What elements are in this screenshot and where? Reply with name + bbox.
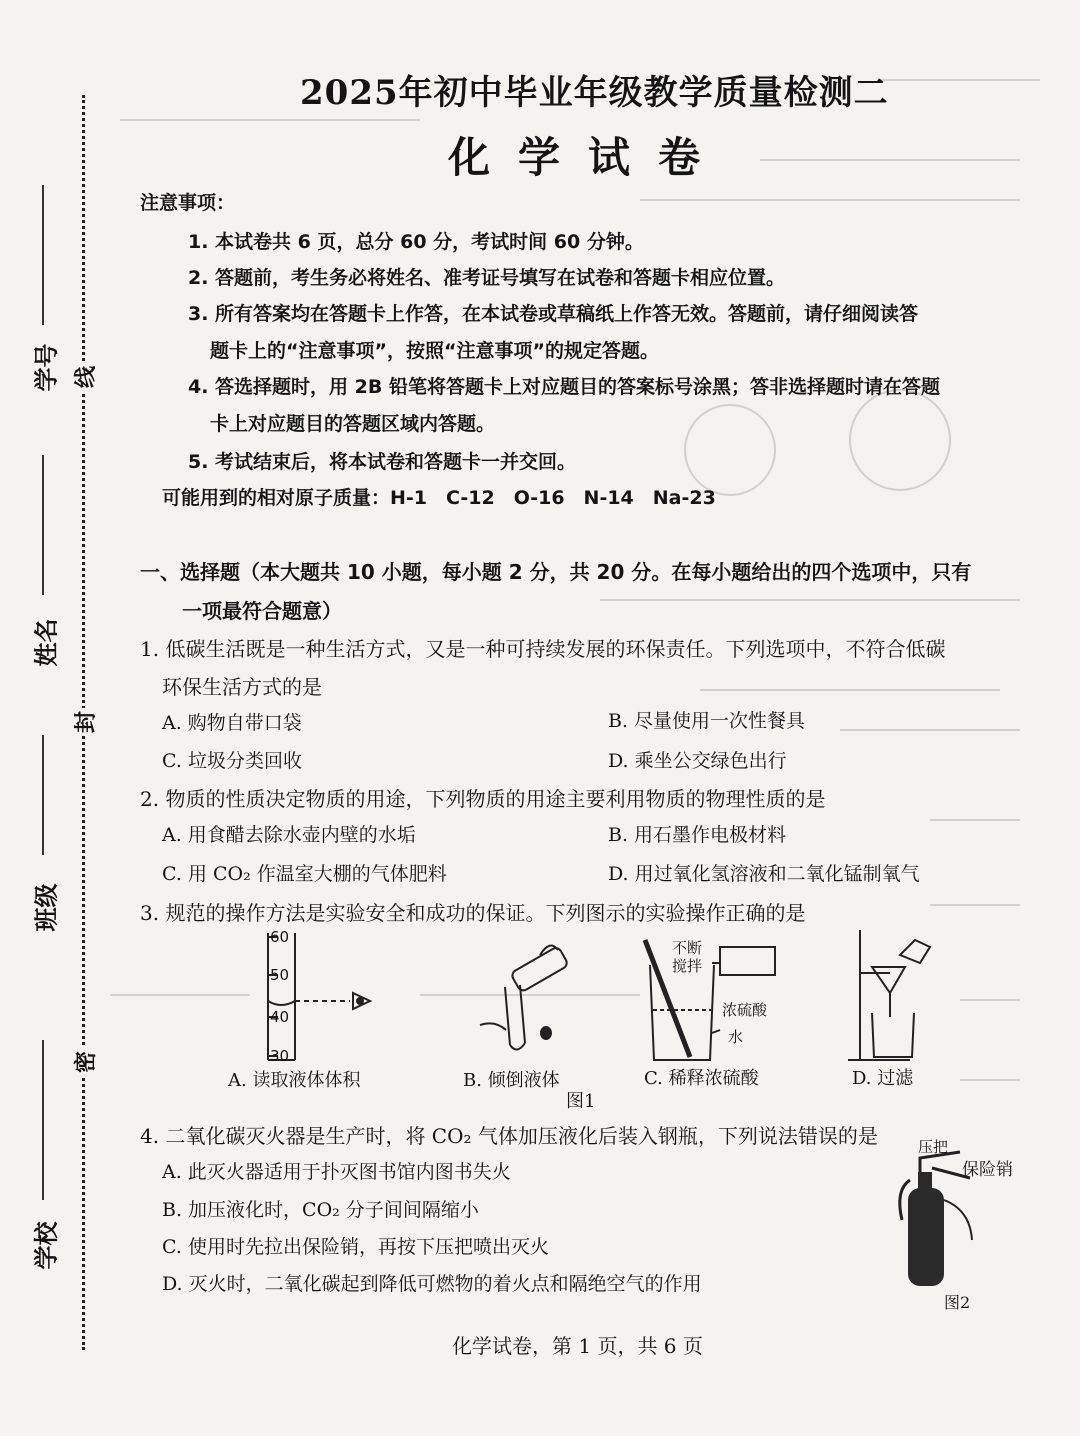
student-no-label: 学号 bbox=[32, 343, 61, 392]
class-line[interactable] bbox=[42, 735, 44, 855]
school-label: 学校 bbox=[32, 1221, 61, 1270]
question-1-option-a[interactable]: A. 购物自带口袋 bbox=[162, 712, 302, 734]
atomic-mass-line: 可能用到的相对原子质量：H-1 C-12 O-16 N-14 Na-23 bbox=[162, 487, 716, 509]
school-line[interactable] bbox=[42, 1040, 44, 1200]
label-keep-stirring: 不断 bbox=[672, 939, 703, 957]
question-3-option-b[interactable]: B. 倾倒液体 bbox=[463, 1070, 560, 1091]
cylinder-tick-60: 60 bbox=[270, 928, 290, 946]
note-item-4: 4. 答选择题时，用 2B 铅笔将答题卡上对应题目的答案标号涂黑；答非选择题时请在答题 bbox=[188, 376, 940, 398]
question-2-option-b[interactable]: B. 用石墨作电极材料 bbox=[608, 824, 787, 846]
class-label: 班级 bbox=[32, 883, 61, 932]
section-1-heading-cont: 一项最符合题意） bbox=[182, 599, 342, 623]
label-keep-stirring-2: 搅拌 bbox=[672, 957, 703, 975]
label-conc-sulfuric-acid: 浓硫酸 bbox=[722, 1001, 768, 1019]
question-4-option-c[interactable]: C. 使用时先拉出保险销，再按下压把喷出灭火 bbox=[162, 1236, 549, 1258]
question-2-option-c[interactable]: C. 用 CO₂ 作温室大棚的气体肥料 bbox=[162, 863, 447, 885]
question-1-option-c[interactable]: C. 垃圾分类回收 bbox=[162, 750, 302, 772]
seal-mark-line: 线 bbox=[69, 363, 103, 391]
question-2-stem: 2. 物质的性质决定物质的用途，下列物质的用途主要利用物质的物理性质的是 bbox=[140, 787, 826, 811]
question-3-option-d[interactable]: D. 过滤 bbox=[852, 1068, 914, 1089]
cylinder-tick-40: 40 bbox=[270, 1008, 290, 1026]
question-4-option-a[interactable]: A. 此灭火器适用于扑灭图书馆内图书失火 bbox=[162, 1161, 511, 1183]
pouring-bottle-icon bbox=[480, 946, 569, 1050]
section-1-heading: 一、选择题（本大题共 10 小题，每小题 2 分，共 20 分。在每小题给出的四个选项中，只有 bbox=[140, 560, 972, 584]
question-3-option-a[interactable]: A. 读取液体体积 bbox=[228, 1070, 361, 1091]
seal-mark-seal: 封 bbox=[69, 708, 103, 736]
page-footer: 化学试卷，第 1 页，共 6 页 bbox=[452, 1334, 703, 1358]
question-2-option-d[interactable]: D. 用过氧化氢溶液和二氧化锰制氧气 bbox=[608, 863, 920, 885]
figure-2-caption: 图2 bbox=[944, 1293, 971, 1312]
label-water: 水 bbox=[728, 1028, 744, 1046]
note-item-3-cont: 题卡上的“注意事项”，按照“注意事项”的规定答题。 bbox=[210, 340, 659, 362]
question-1-option-d[interactable]: D. 乘坐公交绿色出行 bbox=[608, 750, 787, 772]
note-item-2: 2. 答题前，考生务必将姓名、准考证号填写在试卷和答题卡相应位置。 bbox=[188, 267, 786, 289]
question-3-stem: 3. 规范的操作方法是实验安全和成功的保证。下列图示的实验操作正确的是 bbox=[140, 901, 806, 925]
question-3-option-c[interactable]: C. 稀释浓硫酸 bbox=[644, 1068, 759, 1089]
seal-mark-secret: 密 bbox=[69, 1048, 103, 1076]
notes-heading: 注意事项： bbox=[140, 192, 236, 214]
question-4-stem: 4. 二氧化碳灭火器是生产时，将 CO₂ 气体加压液化后装入钢瓶，下列说法错误的是 bbox=[140, 1124, 878, 1148]
label-press-handle: 压把 bbox=[918, 1138, 949, 1156]
graduated-cylinder-icon bbox=[268, 933, 350, 1060]
student-no-line[interactable] bbox=[42, 185, 44, 325]
note-item-3: 3. 所有答案均在答题卡上作答，在本试卷或草稿纸上作答无效。答题前，请仔细阅读答 bbox=[188, 303, 919, 325]
note-item-1: 1. 本试卷共 6 页，总分 60 分，考试时间 60 分钟。 bbox=[188, 231, 644, 253]
paper-subtitle: 化学试卷 bbox=[448, 133, 729, 182]
filtration-stand-icon bbox=[848, 930, 930, 1060]
figure-1-drawings bbox=[250, 925, 940, 1070]
label-safety-pin: 保险销 bbox=[962, 1160, 1013, 1180]
question-4-option-d[interactable]: D. 灭火时，二氧化碳起到降低可燃物的着火点和隔绝空气的作用 bbox=[162, 1273, 702, 1295]
name-label: 姓名 bbox=[32, 618, 61, 667]
name-line[interactable] bbox=[42, 455, 44, 595]
note-item-4-cont: 卡上对应题目的答题区域内答题。 bbox=[210, 413, 496, 435]
page-title: 2025年初中毕业年级教学质量检测二 bbox=[300, 73, 889, 113]
cylinder-tick-30: 30 bbox=[270, 1047, 290, 1065]
question-2-option-a[interactable]: A. 用食醋去除水壶内壁的水垢 bbox=[162, 824, 416, 846]
question-4-option-b[interactable]: B. 加压液化时，CO₂ 分子间间隔缩小 bbox=[162, 1199, 479, 1221]
question-1-stem: 1. 低碳生活既是一种生活方式，又是一种可持续发展的环保责任。下列选项中，不符合低碳 bbox=[140, 637, 946, 661]
cylinder-tick-50: 50 bbox=[270, 966, 290, 984]
question-1-stem-cont: 环保生活方式的是 bbox=[162, 675, 322, 699]
question-1-option-b[interactable]: B. 尽量使用一次性餐具 bbox=[608, 710, 806, 732]
figure-1-caption: 图1 bbox=[566, 1091, 596, 1112]
eye-icon bbox=[353, 993, 370, 1009]
note-item-5: 5. 考试结束后，将本试卷和答题卡一并交回。 bbox=[188, 451, 577, 473]
